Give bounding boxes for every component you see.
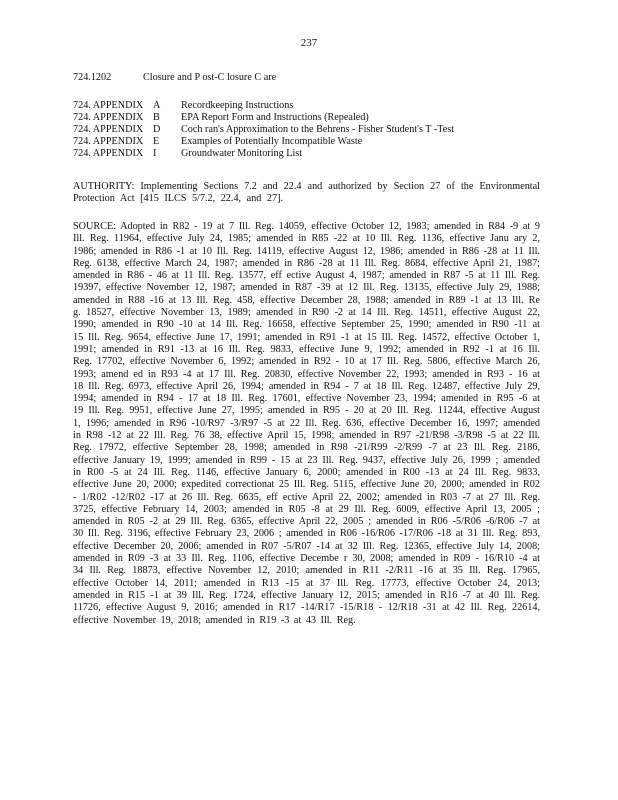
appendix-title: Recordkeeping Instructions (181, 100, 294, 111)
appendix-item (73, 100, 543, 112)
appendix-letter: D (153, 124, 161, 135)
source-note: SOURCE: Adopted in R82 - 19 at 7 Ill. Reg. 14059, effective October 12, 1983; amended in R84 -9 at 9 Ill. Reg. 11964, effective July 24, 1985; amended in R85 -22 at 10 Ill. Reg. 1136, effective Janu ary 2, 1986; amended in R86 -1 at 10 Ill. Reg. 14119, effective August 12, 1986; amended in R86 -28 at 11 Ill. Reg. 6138, effective March 24, 1987; amended in R86 -28 at 11 Ill. Reg. 8684, effective April 21, 1987; amended in R86 - 46 at 11 Ill. Reg. 13577, eff ective August 4, 1987; amended in R87 -5 at 11 Ill. Reg. 19397, effective November 12, 1987; amended in R87 -39 at 12 Ill. Reg. 13135, effective July 29, 1988; amended in R88 -16 at 13 Ill. Reg. 458, effective December 28, 1988; amended in R89 -1 at 13 Ill. Re g. 18527, effective November 13, 1989; amended in R90 -2 at 14 Ill. Reg. 14511, effective August 22, 1990; amended in R90 -10 at 14 Ill. Reg. 16658, effective September 25, 1990; amended in R90 -11 at 15 Ill. Reg. 9654, effective June 17, 1991; amended in R91 -1 at 15 Ill. Reg. 14572, effective October 1, 1991; amended in R91 -13 at 16 Ill. Reg. 9833, effective June 9, 1992; amended in R92 -1 at 16 Ill. Reg. 17702, effective November 6, 1992; amended in R92 - 10 at 17 Ill. Reg. 5806, effective March 26, 1993; amend ed in R93 -4 at 17 Ill. Reg. 20830, effective November 22, 1993; amended in R93 - 16 at 18 Ill. Reg. 6973, effective April 26, 1994; amended in R94 - 7 at 18 Ill. Reg. 12487, effective July 29, 1994; amended in R94 - 17 at 18 Ill. Reg. 17601, effective November 23, 1994; amended in R95 -6 at 19 Ill. Reg. 9951, effective June 27, 1995; amended in R95 - 20 at 20 Ill. Reg. 11244, effective August 1, 1996; amended in R96 -10/R97 -3/R97 -5 at 22 Ill. Reg. 636, effective December 16, 1997; amended in R98 -12 at 22 Ill. Reg. 76 38, effective April 15, 1998; amended in R97 -21/R98 -3/R98 -5 at 22 Ill. Reg. 17972, effective September 28, 1998; amended in R98 -21/R99 -2/R99 -7 at 23 Ill. Reg. 2186, effective January 19, 1999; amended in R99 - 15 at 23 Ill. Reg. 9437, effective July 26, 1999 ; amended in R00 -5 at 24 Ill. Reg. 1146, effective January 6, 2000; amended in R00 -13 at 24 Ill. Reg. 9833, effective June 20, 2000; expedited correctionat 25 Ill. Reg. 5115, effective June 20, 2000; amended in R02 - 1/R02 -12/R02 -17 at 26 Ill. Reg. 6635, eff ective April 22, 2002; amended in R03 -7 at 27 Ill. Reg. 3725, effective February 14, 2003; amended in R05 -8 at 29 Ill. Reg. 6009, effective April 13, 2005 ; amended in R05 -2 at 29 Ill. Reg. 6365, effective April 22, 2005 ; amended in R06 -5/R06 -6/R06 -7 at 30 Ill. Reg. 3196, effective February 23, 2006 ; amended in R06 -16/R06 -17/R06 -18 at 31 Ill. Reg. 893, effective December 20, 2006; amended in R07 -5/R07 -14 at 32 Ill. Reg. 12365, effective July 14, 2008; amended in R09 -3 at 33 Ill. Reg. 1106, effective Decembe r 30, 2008; amended in R09 - 16/R10 -4 at 34 Ill. Reg. 18873, effective November 12, 2010; amended in R11 -2/R11 -16 at 35 Ill. Reg. 17965, effective October 14, 2011; amended in R13 -15 at 37 Ill. Reg. 17773, effective October 24, 2013; amended in R15 -1 at 39 Ill. Reg. 1724, effective January 12, 2015; amended in R16 -7 at 40 Ill. Reg. 11726, effective August 9, 2016; amended in R17 -14/R17 -15/R18 - 12/R18 -31 at 42 Ill. Reg. 22614, effective November 19, 2018; amended in R19 -3 at 43 Ill. Reg. (73, 221, 540, 626)
authority-note: AUTHORITY: Implementing Sections 7.2 and 22.4 and authorized by Section 27 of the Environmental Protection Act [415 ILCS 5/7.2, 22.4, and 27]. (73, 181, 540, 205)
appendix-letter: B (153, 112, 160, 123)
appendix-list (73, 100, 543, 160)
appendix-letter: A (153, 100, 161, 111)
section-number: 724.1202 (73, 72, 112, 83)
appendix-title: Examples of Potentially Incompatible Waste (181, 136, 363, 147)
appendix-item (73, 124, 543, 136)
appendix-part: 724. APPENDIX (73, 112, 144, 123)
appendix-title: Groundwater Monitoring List (181, 148, 303, 159)
section-title: Closure and P ost-C losure C are (143, 72, 277, 83)
appendix-letter: E (153, 136, 160, 147)
page-number: 237 (300, 37, 318, 49)
appendix-title: EPA Report Form and Instructions (Repealed) (181, 112, 369, 123)
appendix-item (73, 136, 543, 148)
appendix-part: 724. APPENDIX (73, 136, 144, 147)
appendix-part: 724. APPENDIX (73, 100, 144, 111)
appendix-item (73, 112, 543, 124)
appendix-title: Coch ran's Approximation to the Behrens - Fisher Student's T -Test (181, 124, 455, 135)
appendix-item (73, 148, 543, 160)
section-heading (73, 72, 543, 84)
appendix-letter: I (153, 148, 157, 159)
appendix-part: 724. APPENDIX (73, 148, 144, 159)
appendix-part: 724. APPENDIX (73, 124, 144, 135)
